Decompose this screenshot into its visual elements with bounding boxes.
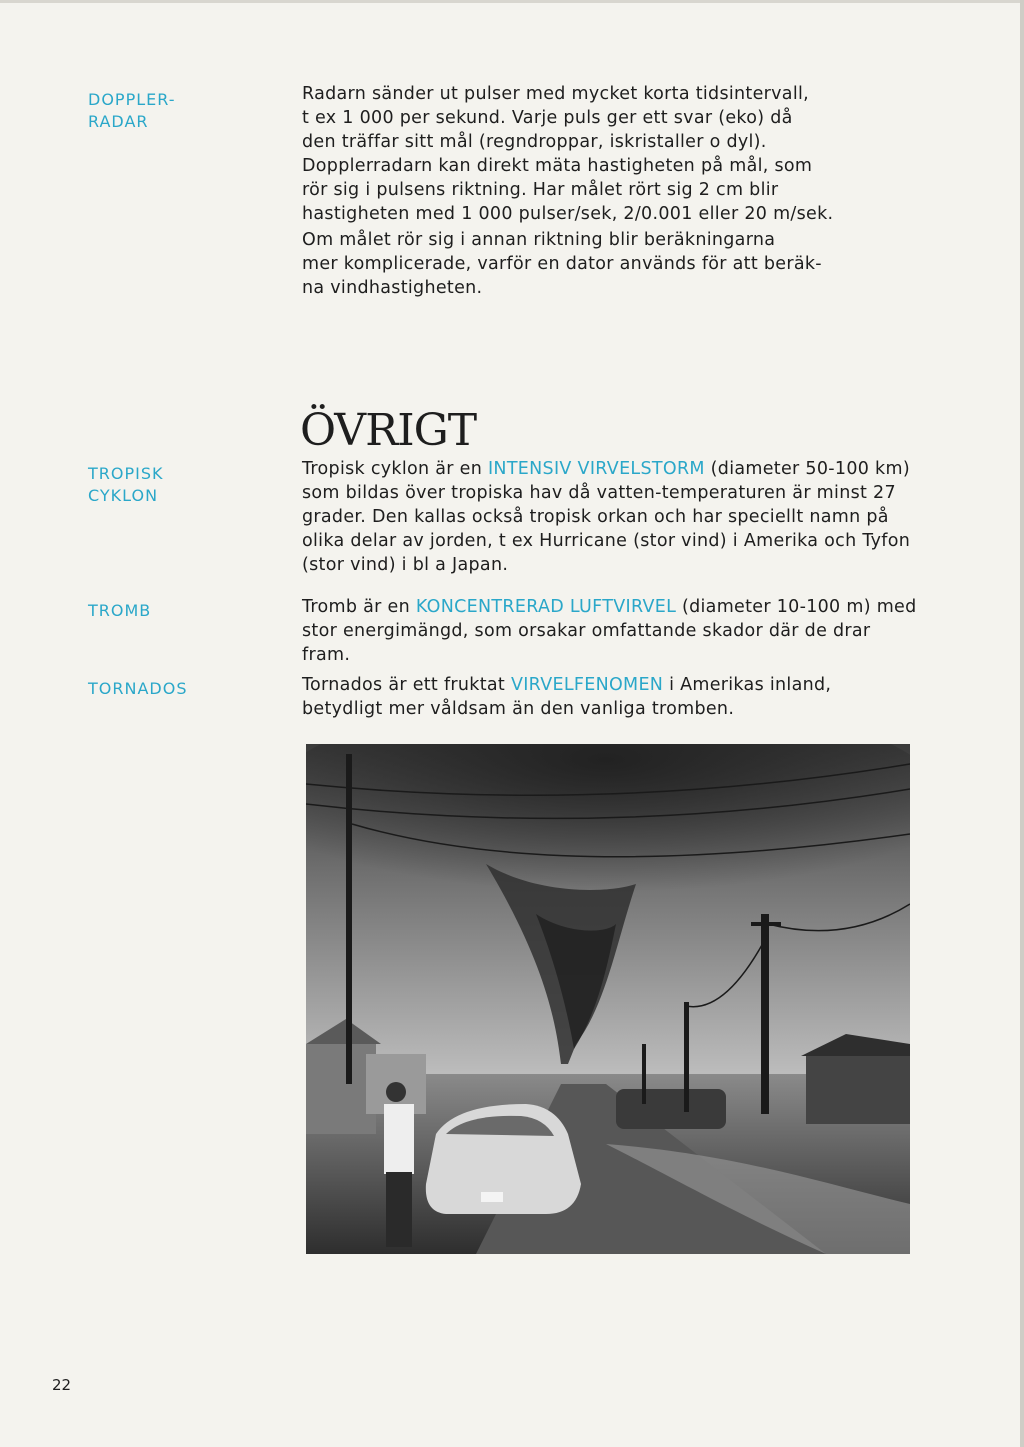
sidebar-label-line: CYKLON [88,486,159,505]
highlight-term: INTENSIV VIRVELSTORM [487,459,705,479]
text-line: t ex 1 000 per sekund. Varje puls ger ett svar (eko) då [302,108,793,128]
text-line: mer komplicerade, varför en dator används för att beräk- [302,254,822,274]
text-line: Radarn sänder ut pulser med mycket korta tidsintervall, [302,84,810,104]
tornado-photo [306,744,910,1254]
page-right-edge [1020,0,1024,1447]
text-span: (diameter 50-100 km) som bildas över tropiska hav då vatten-temperaturen är minst 27 grader. Den kallas också tropisk orkan och har speciellt namn på olika delar av jorden, t ex Hurricane (stor vind) i Amerika och Tyfon (stor vind) i bl a Japan. [302,459,911,575]
text-span: (diameter 10-100 m) med stor energimängd, som orsakar omfattande skador där de drar fram. [302,597,917,665]
text-span: Tornados är ett fruktat [302,675,511,695]
sidebar-label-line: TROMB [88,601,152,620]
tropisk-cyklon-paragraph [302,457,917,577]
text-line: rör sig i pulsens riktning. Har målet rört sig 2 cm blir [302,180,779,200]
highlight-term: VIRVELFENOMEN [510,675,664,695]
sidebar-label-tromb [88,600,151,622]
text-span: Tromb är en [302,597,416,617]
doppler-paragraph-1 [302,82,917,226]
sidebar-label-line: RADAR [88,112,149,131]
sidebar-label-line: TROPISK [88,464,164,483]
text-line: na vindhastigheten. [302,278,483,298]
doppler-paragraph-2 [302,228,917,300]
sidebar-label-doppler-radar [88,89,175,133]
text-line: hastigheten med 1 000 pulser/sek, 2/0.001 eller 20 m/sek. [302,204,834,224]
sidebar-label-line: TORNADOS [88,679,188,698]
text-line: den träffar sitt mål (regndroppar, iskristaller o dyl). [302,132,767,152]
text-span: i Amerikas inland, betydligt mer våldsam än den vanliga tromben. [302,675,832,719]
tromb-paragraph [302,595,917,667]
text-line: Om målet rör sig i annan riktning blir beräkningarna [302,230,776,250]
page-top-edge [0,0,1024,3]
sidebar-label-line: DOPPLER- [88,90,176,109]
sidebar-label-tropisk-cyklon [88,463,164,507]
text-span: Tropisk cyklon är en [302,459,488,479]
tornados-paragraph [302,673,917,721]
section-heading: ÖVRIGT [300,405,477,456]
text-line: Dopplerradarn kan direkt mäta hastigheten på mål, som [302,156,813,176]
page-number: 22 [52,1376,72,1394]
sidebar-label-tornados [88,678,187,700]
highlight-term: KONCENTRERAD LUFTVIRVEL [415,597,677,617]
